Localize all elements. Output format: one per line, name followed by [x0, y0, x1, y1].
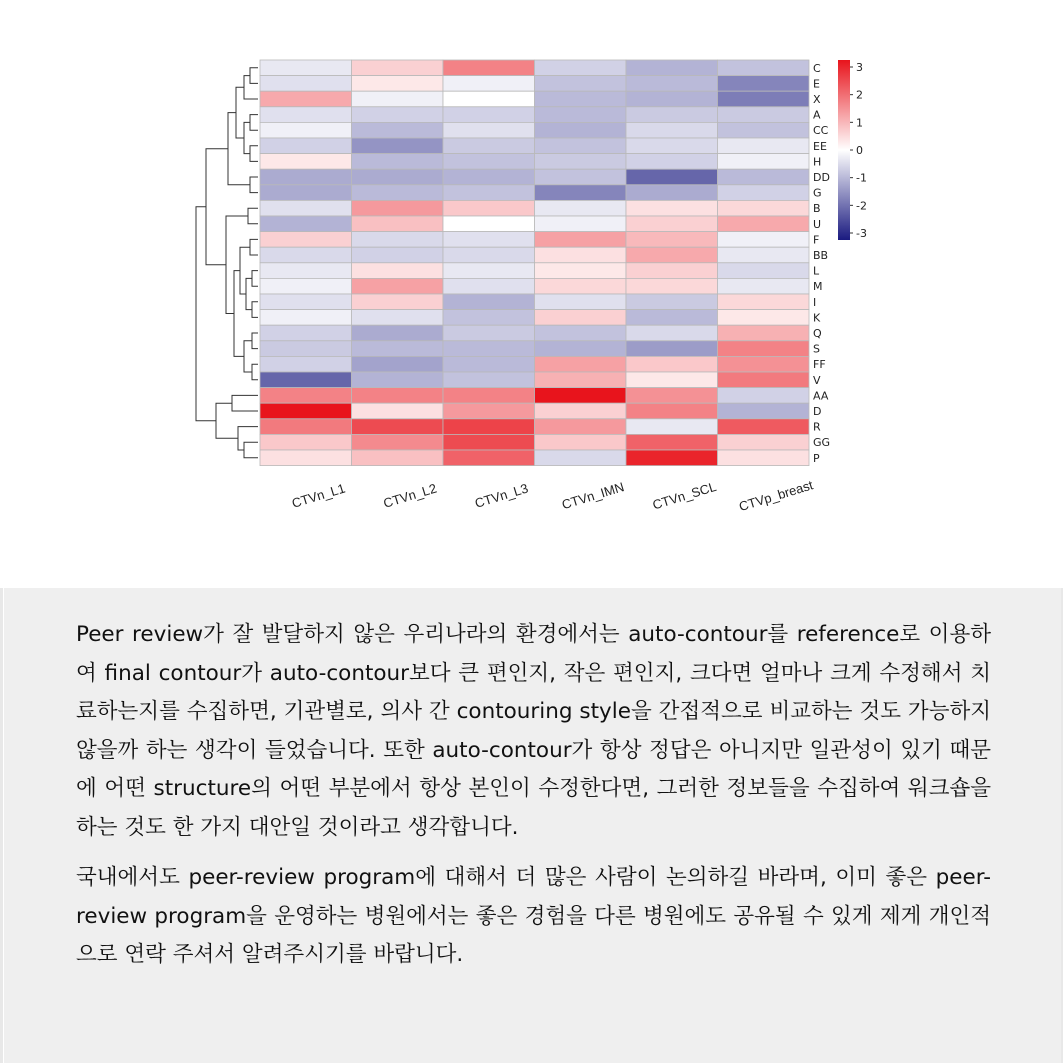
dendrogram-branch — [250, 239, 258, 255]
heatmap-cell-A-CTVn_IMN — [535, 107, 627, 123]
heatmap-cell-K-CTVn_IMN — [535, 310, 627, 326]
column-label-CTVn_L3: CTVn_L3 — [472, 480, 530, 511]
heatmap-cell-DD-CTVn_L2 — [352, 169, 444, 185]
row-label-A: A — [813, 108, 821, 122]
heatmap-cell-BB-CTVn_L2 — [352, 247, 444, 263]
heatmap-cell-CC-CTVn_IMN — [535, 122, 627, 138]
heatmap-cell-V-CTVn_SCL — [626, 372, 718, 388]
row-label-S: S — [813, 342, 820, 356]
heatmap-cell-EE-CTVp_breast — [718, 138, 810, 154]
heatmap-cell-AA-CTVn_L1 — [260, 388, 352, 404]
heatmap-cell-GG-CTVn_L2 — [352, 434, 444, 450]
row-label-EE: EE — [813, 139, 827, 153]
heatmap-cell-AA-CTVn_L3 — [443, 388, 535, 404]
dendrogram-branch — [248, 208, 258, 224]
column-label-CTVn_L2: CTVn_L2 — [381, 480, 439, 511]
heatmap-cell-E-CTVn_IMN — [535, 76, 627, 92]
row-label-BB: BB — [813, 249, 829, 262]
heatmap-cell-B-CTVn_L1 — [260, 200, 352, 216]
heatmap-cell-F-CTVn_IMN — [535, 232, 627, 248]
heatmap-cell-P-CTVp_breast — [718, 450, 810, 466]
dendrogram-branch — [244, 442, 258, 458]
heatmap-cell-I-CTVp_breast — [718, 294, 810, 310]
row-label-H: H — [813, 155, 822, 169]
row-label-B: B — [813, 202, 821, 216]
heatmap-cell-U-CTVn_L1 — [260, 216, 352, 232]
heatmap-cell-BB-CTVn_IMN — [535, 247, 627, 263]
heatmap-cell-G-CTVn_SCL — [626, 185, 718, 201]
dendrogram-branch — [244, 122, 250, 153]
dendrogram-branch — [244, 76, 258, 99]
heatmap-cell-X-CTVn_SCL — [626, 91, 718, 107]
heatmap-cell-B-CTVn_IMN — [535, 200, 627, 216]
dendrogram-branch — [252, 364, 258, 380]
heatmap-cell-EE-CTVn_L3 — [443, 138, 535, 154]
heatmap-cell-S-CTVn_SCL — [626, 341, 718, 357]
heatmap-cell-M-CTVn_L1 — [260, 278, 352, 294]
heatmap-cell-C-CTVn_SCL — [626, 60, 718, 76]
dendrogram-branch — [206, 149, 228, 265]
heatmap-cell-EE-CTVn_L1 — [260, 138, 352, 154]
heatmap-cell-S-CTVn_IMN — [535, 341, 627, 357]
dendrogram-branch — [234, 271, 244, 357]
colorbar-tick-label: 0 — [856, 144, 863, 157]
heatmap-cell-BB-CTVn_L1 — [260, 247, 352, 263]
body-paragraph-1: Peer review가 잘 발달하지 않은 우리나라의 환경에서는 auto-contour를 reference로 이용하여 final contour가 auto-contour보다 큰 편인지, 작은 편인지, 크다면 얼마나 크게 수정해서 치료하는지를 수집하면, 기관별로, 의사 간 contouring style을 간접적으로 비교하는 것도 가능하지 않을까 하는 생각이 들었습니다. 또한 auto-contour가 항상 정답은 아니지만 일관성이 있기 때문에 어떤 structure의 어떤 부분에서 항상 본인이 수정한다면, 그러한 정보들을 수집하여 워크숍을 하는 것도 한 가지 대안일 것이라고 생각합니다. — [76, 622, 991, 840]
heatmap-cell-F-CTVn_L1 — [260, 232, 352, 248]
column-label-CTVn_L1: CTVn_L1 — [289, 480, 347, 511]
heatmap-cell-R-CTVn_SCL — [626, 419, 718, 435]
heatmap-cell-GG-CTVn_L1 — [260, 434, 352, 450]
heatmap-cell-U-CTVn_IMN — [535, 216, 627, 232]
heatmap-cell-FF-CTVn_SCL — [626, 356, 718, 372]
heatmap-cell-U-CTVp_breast — [718, 216, 810, 232]
heatmap-cell-GG-CTVp_breast — [718, 434, 810, 450]
dendrogram-branch — [244, 341, 252, 372]
heatmap-cell-C-CTVp_breast — [718, 60, 810, 76]
heatmap-cell-E-CTVn_L2 — [352, 76, 444, 92]
heatmap-cells — [260, 60, 809, 466]
heatmap-cell-S-CTVn_L1 — [260, 341, 352, 357]
heatmap-cell-F-CTVn_SCL — [626, 232, 718, 248]
heatmap-cell-H-CTVn_L1 — [260, 154, 352, 170]
heatmap-cell-DD-CTVn_L1 — [260, 169, 352, 185]
heatmap-cell-GG-CTVn_SCL — [626, 434, 718, 450]
heatmap-cell-D-CTVn_L2 — [352, 403, 444, 419]
heatmap-cell-Q-CTVn_SCL — [626, 325, 718, 341]
heatmap-cell-B-CTVn_SCL — [626, 200, 718, 216]
heatmap-cell-DD-CTVn_IMN — [535, 169, 627, 185]
heatmap-cell-M-CTVp_breast — [718, 278, 810, 294]
heatmap-cell-FF-CTVn_L2 — [352, 356, 444, 372]
heatmap-cell-I-CTVn_L2 — [352, 294, 444, 310]
heatmap-cell-D-CTVn_SCL — [626, 403, 718, 419]
row-label-G: G — [813, 186, 822, 200]
colorbar-tick-label: -2 — [856, 199, 867, 213]
heatmap-cell-K-CTVn_L2 — [352, 310, 444, 326]
heatmap-cell-CC-CTVn_L3 — [443, 122, 535, 138]
heatmap-cell-P-CTVn_SCL — [626, 450, 718, 466]
colorbar — [838, 60, 867, 240]
heatmap-cell-FF-CTVn_L3 — [443, 356, 535, 372]
heatmap-cell-R-CTVn_L3 — [443, 419, 535, 435]
heatmap-cell-H-CTVn_IMN — [535, 154, 627, 170]
heatmap-cell-E-CTVn_L1 — [260, 76, 352, 92]
row-label-E: E — [813, 77, 820, 91]
heatmap-cell-Q-CTVp_breast — [718, 325, 810, 341]
dendrogram-branch — [226, 216, 248, 314]
heatmap-cell-FF-CTVn_L1 — [260, 356, 352, 372]
heatmap-cell-B-CTVn_L2 — [352, 200, 444, 216]
heatmap-cell-H-CTVn_L2 — [352, 154, 444, 170]
dendrogram-branch — [252, 302, 258, 318]
heatmap-cell-R-CTVn_L2 — [352, 419, 444, 435]
heatmap-cell-V-CTVn_IMN — [535, 372, 627, 388]
heatmap-cell-X-CTVn_IMN — [535, 91, 627, 107]
heatmap-cell-D-CTVn_IMN — [535, 403, 627, 419]
heatmap-cell-L-CTVn_IMN — [535, 263, 627, 279]
row-label-P: P — [813, 451, 820, 465]
heatmap-cell-GG-CTVn_IMN — [535, 434, 627, 450]
heatmap-cell-K-CTVp_breast — [718, 310, 810, 326]
heatmap-cell-E-CTVn_SCL — [626, 76, 718, 92]
heatmap-cell-G-CTVp_breast — [718, 185, 810, 201]
heatmap-cell-R-CTVp_breast — [718, 419, 810, 435]
heatmap-cell-EE-CTVn_L2 — [352, 138, 444, 154]
heatmap-cell-CC-CTVn_SCL — [626, 122, 718, 138]
heatmap-cell-A-CTVn_L2 — [352, 107, 444, 123]
heatmap-cell-C-CTVn_L3 — [443, 60, 535, 76]
row-labels — [813, 62, 830, 465]
dendrogram-branch — [228, 113, 250, 185]
colorbar-tick-label: 1 — [856, 116, 863, 130]
heatmap-cell-BB-CTVp_breast — [718, 247, 810, 263]
heatmap-cell-R-CTVn_IMN — [535, 419, 627, 435]
heatmap-cell-EE-CTVn_SCL — [626, 138, 718, 154]
heatmap-cell-Q-CTVn_L3 — [443, 325, 535, 341]
heatmap-cell-M-CTVn_L3 — [443, 278, 535, 294]
heatmap-cell-R-CTVn_L1 — [260, 419, 352, 435]
heatmap-cell-H-CTVn_L3 — [443, 154, 535, 170]
heatmap-cell-G-CTVn_L1 — [260, 185, 352, 201]
dendrogram-branch — [246, 278, 252, 309]
heatmap-cell-AA-CTVn_IMN — [535, 388, 627, 404]
heatmap-cell-K-CTVn_L1 — [260, 310, 352, 326]
row-label-X: X — [813, 93, 821, 106]
heatmap-cell-L-CTVn_L3 — [443, 263, 535, 279]
dendrogram-branch — [252, 271, 258, 287]
heatmap-cell-V-CTVn_L2 — [352, 372, 444, 388]
heatmap-cell-I-CTVn_SCL — [626, 294, 718, 310]
heatmap-cell-V-CTVp_breast — [718, 372, 810, 388]
heatmap-cell-L-CTVn_L1 — [260, 263, 352, 279]
heatmap-cell-BB-CTVn_SCL — [626, 247, 718, 263]
heatmap-cell-H-CTVp_breast — [718, 154, 810, 170]
row-label-CC: CC — [813, 124, 829, 138]
heatmap-cell-Q-CTVn_L1 — [260, 325, 352, 341]
heatmap-cell-H-CTVn_SCL — [626, 154, 718, 170]
row-label-AA: AA — [813, 389, 829, 403]
heatmap-cell-X-CTVp_breast — [718, 91, 810, 107]
heatmap-cell-M-CTVn_SCL — [626, 278, 718, 294]
heatmap-cell-L-CTVp_breast — [718, 263, 810, 279]
heatmap-cell-A-CTVn_L3 — [443, 107, 535, 123]
heatmap-cell-G-CTVn_L2 — [352, 185, 444, 201]
row-label-D: D — [813, 405, 822, 418]
heatmap-cell-FF-CTVp_breast — [718, 356, 810, 372]
heatmap-cell-K-CTVn_SCL — [626, 310, 718, 326]
row-label-Q: Q — [813, 327, 822, 340]
heatmap-cell-G-CTVn_L3 — [443, 185, 535, 201]
heatmap-cell-P-CTVn_L1 — [260, 450, 352, 466]
heatmap-cell-P-CTVn_L2 — [352, 450, 444, 466]
heatmap-cell-D-CTVp_breast — [718, 403, 810, 419]
body-paragraph-2: 국내에서도 peer-review program에 대해서 더 많은 사람이 논의하길 바라며, 이미 좋은 peer-review program을 운영하는 병원에서는 좋은 경험을 다른 병원에도 공유될 수 있게 제게 개인적으로 연락 주셔서 알려주시기를 바랍니다. — [76, 865, 991, 967]
row-label-R: R — [813, 420, 821, 434]
heatmap-cell-U-CTVn_L2 — [352, 216, 444, 232]
dendrogram-branch — [250, 177, 258, 193]
dendrogram-branch — [250, 68, 258, 84]
heatmap-cell-Q-CTVn_IMN — [535, 325, 627, 341]
heatmap-cell-F-CTVn_L3 — [443, 232, 535, 248]
row-label-I: I — [813, 295, 817, 309]
dendrogram-branch — [250, 115, 258, 131]
heatmap-cell-L-CTVn_L2 — [352, 263, 444, 279]
heatmap-cell-X-CTVn_L3 — [443, 91, 535, 107]
heatmap-cell-U-CTVn_L3 — [443, 216, 535, 232]
dendrogram-branch — [250, 146, 258, 162]
colorbar-tick-label: -3 — [856, 227, 867, 240]
heatmap-cell-D-CTVn_L3 — [443, 403, 535, 419]
dendrogram-branch — [240, 247, 250, 294]
heatmap-cell-X-CTVn_L1 — [260, 91, 352, 107]
row-dendrogram — [196, 68, 258, 458]
heatmap-cell-F-CTVn_L2 — [352, 232, 444, 248]
heatmap-cell-A-CTVn_SCL — [626, 107, 718, 123]
heatmap-cell-Q-CTVn_L2 — [352, 325, 444, 341]
heatmap-cell-K-CTVn_L3 — [443, 310, 535, 326]
heatmap-cell-G-CTVn_IMN — [535, 185, 627, 201]
dendrogram-branch — [236, 87, 244, 138]
column-label-CTVn_IMN: CTVn_IMN — [559, 479, 626, 513]
heatmap-cell-E-CTVn_L3 — [443, 76, 535, 92]
row-label-C: C — [813, 61, 821, 75]
row-label-DD: DD — [813, 171, 830, 184]
heatmap-cell-DD-CTVp_breast — [718, 169, 810, 185]
heatmap-cell-C-CTVn_L2 — [352, 60, 444, 76]
heatmap-cell-I-CTVn_IMN — [535, 294, 627, 310]
colorbar-tick-label: -1 — [856, 171, 867, 185]
dendrogram-branch — [252, 333, 258, 349]
dendrogram-branch — [216, 403, 238, 438]
heatmap-cell-B-CTVp_breast — [718, 200, 810, 216]
row-label-U: U — [813, 217, 822, 231]
row-label-FF: FF — [813, 358, 826, 372]
heatmap-cell-AA-CTVn_L2 — [352, 388, 444, 404]
heatmap-cell-D-CTVn_L1 — [260, 403, 352, 419]
heatmap-cell-BB-CTVn_L3 — [443, 247, 535, 263]
heatmap-cell-S-CTVn_L3 — [443, 341, 535, 357]
heatmap-cell-X-CTVn_L2 — [352, 91, 444, 107]
column-labels — [290, 477, 815, 514]
heatmap-cell-B-CTVn_L3 — [443, 200, 535, 216]
heatmap-cell-L-CTVn_SCL — [626, 263, 718, 279]
row-label-L: L — [813, 264, 820, 278]
colorbar-tick-label: 2 — [856, 88, 863, 102]
heatmap-cell-AA-CTVn_SCL — [626, 388, 718, 404]
heatmap-cell-FF-CTVn_IMN — [535, 356, 627, 372]
heatmap-cell-S-CTVn_L2 — [352, 341, 444, 357]
row-label-GG: GG — [813, 436, 831, 450]
heatmap-cell-U-CTVn_SCL — [626, 216, 718, 232]
column-label-CTVn_SCL: CTVn_SCL — [650, 478, 719, 513]
heatmap-cell-I-CTVn_L1 — [260, 294, 352, 310]
heatmap-cell-C-CTVn_L1 — [260, 60, 352, 76]
heatmap-cell-EE-CTVn_IMN — [535, 138, 627, 154]
heatmap-cell-DD-CTVn_L3 — [443, 169, 535, 185]
heatmap-cell-V-CTVn_L3 — [443, 372, 535, 388]
column-label-CTVp_breast: CTVp_breast — [737, 477, 815, 515]
heatmap-cell-M-CTVn_L2 — [352, 278, 444, 294]
row-label-V: V — [813, 373, 821, 387]
row-label-F: F — [813, 233, 820, 247]
row-label-M: M — [813, 280, 823, 294]
dendrogram-branch — [238, 427, 258, 450]
text-panel — [4, 588, 1061, 1063]
heatmap-cell-A-CTVn_L1 — [260, 107, 352, 123]
row-label-K: K — [813, 311, 821, 325]
heatmap-cell-I-CTVn_L3 — [443, 294, 535, 310]
heatmap-cell-P-CTVn_IMN — [535, 450, 627, 466]
dendrogram-branch — [232, 395, 258, 411]
heatmap-cell-CC-CTVn_L2 — [352, 122, 444, 138]
heatmap-cell-C-CTVn_IMN — [535, 60, 627, 76]
heatmap-cell-CC-CTVp_breast — [718, 122, 810, 138]
heatmap-cell-E-CTVp_breast — [718, 76, 810, 92]
colorbar-gradient — [838, 60, 850, 240]
heatmap-cell-GG-CTVn_L3 — [443, 434, 535, 450]
heatmap-cell-P-CTVn_L3 — [443, 450, 535, 466]
colorbar-tick-label: 3 — [856, 61, 863, 74]
heatmap-cell-AA-CTVp_breast — [718, 388, 810, 404]
heatmap-cell-CC-CTVn_L1 — [260, 122, 352, 138]
heatmap-cell-F-CTVp_breast — [718, 232, 810, 248]
heatmap-cell-V-CTVn_L1 — [260, 372, 352, 388]
heatmap-cell-A-CTVp_breast — [718, 107, 810, 123]
heatmap-cell-DD-CTVn_SCL — [626, 169, 718, 185]
heatmap-cell-S-CTVp_breast — [718, 341, 810, 357]
heatmap-cell-M-CTVn_IMN — [535, 278, 627, 294]
